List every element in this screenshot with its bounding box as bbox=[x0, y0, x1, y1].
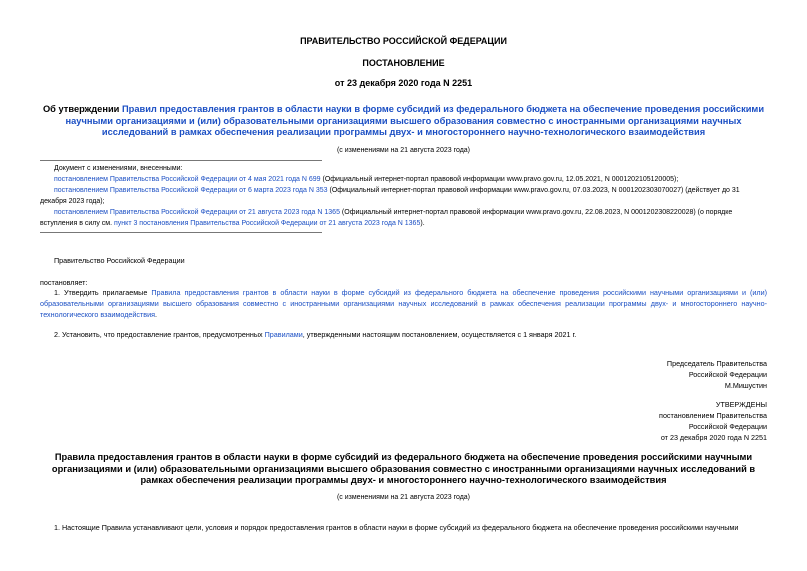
rules-title: Правила предоставления грантов в области науки в форме субсидий из федерального бюджета на обеспечение проведения российскими научными организациями и (или) образовательными организациями высшего образования совместно с иностранными организациями научных исследований в рамках обеспечения реализации программы двух- и многостороннего научно-технологического взаимодействия bbox=[51, 452, 756, 485]
divider-top bbox=[40, 160, 322, 161]
change-link-1365[interactable]: постановлением Правительства Российской Федерации от 21 августа 2023 года N 1365 bbox=[54, 209, 340, 216]
paragraph-2: 2. Установить, что предоставление грантов, предусмотренных Правилами, утвержденными настоящим постановлением, осуществляется с 1 января 2021 г. bbox=[54, 330, 577, 339]
change-link-353[interactable]: постановлением Правительства Российской Федерации от 6 марта 2023 года N 353 bbox=[54, 187, 328, 194]
rules-amendment-note: (с изменениями на 21 августа 2023 года) bbox=[336, 494, 471, 501]
title-prefix: Об утверждении bbox=[42, 104, 122, 114]
changes-block bbox=[40, 163, 767, 229]
rules-paragraph-1: 1. Настоящие Правила устанавливают цели, условия и порядок предоставления грантов в области науки в форме субсидий из федерального бюджета на обеспечение проведения российскими научными bbox=[54, 523, 739, 532]
government-heading: ПРАВИТЕЛЬСТВО РОССИЙСКОЙ ФЕДЕРАЦИИ bbox=[300, 36, 507, 46]
change-item: постановлением Правительства Российской Федерации от 4 мая 2021 года N 699 (Официальный интернет-портал правовой информации www.pravo.gov.ru, 12.05.2021, N 0001202105120005); bbox=[54, 176, 679, 183]
document-type: ПОСТАНОВЛЕНИЕ bbox=[362, 58, 445, 68]
government-line: Правительство Российской Федерации bbox=[54, 256, 185, 265]
changes-intro: Документ с изменениями, внесенными: bbox=[54, 165, 183, 172]
change-link-1365-item3[interactable]: пункт 3 постановления Правительства Российской Федерации от 21 августа 2023 года N 1365 bbox=[114, 220, 421, 227]
change-item: постановлением Правительства Российской Федерации от 6 марта 2023 года N 353 (Официальный интернет-портал правовой информации www.pravo.gov.ru, 07.03.2023, N 0001202303070027) (действует до 31 декабря 2023 года); bbox=[40, 187, 740, 205]
paragraph-1: 1. Утвердить прилагаемые Правила предоставления грантов в области науки в форме субсидий из федерального бюджета на обеспечение проведения российскими научными организациями и (или) образовательными организациями высшего образования совместно с иностранными организациями научных исследований в рамках обеспечения реализации программы двух- и многостороннего научно-технологического взаимодействия. bbox=[40, 288, 767, 319]
approval-block: УТВЕРЖДЕНЫ постановлением Правительства Российской Федерации от 23 декабря 2020 года N 2251 bbox=[659, 400, 767, 442]
document-date-number: от 23 декабря 2020 года N 2251 bbox=[334, 78, 473, 88]
divider-bottom bbox=[40, 232, 322, 233]
title-rules-link[interactable]: Правил предоставления грантов в области науки в форме субсидий из федерального бюджета на обеспечение проведения российскими научными организациями и (или) образовательными организациями высшего образования совместно с иностранными организациями научных исследований в рамках обеспечения реализации программы двух- и многостороннего научно-технологического взаимодействия bbox=[65, 104, 765, 137]
change-link-699[interactable]: постановлением Правительства Российской Федерации от 4 мая 2021 года N 699 bbox=[54, 176, 321, 183]
change-item: постановлением Правительства Российской Федерации от 21 августа 2023 года N 1365 (Официальный интернет-портал правовой информации www.pravo.gov.ru, 22.08.2023, N 0001202308220028) (о порядке вступления в силу см. пункт 3 постановления Правительства Российской Федерации от 21 августа 2023 года N 1365). bbox=[40, 209, 733, 227]
document-title bbox=[40, 104, 767, 139]
signature-block: Председатель Правительства Российской Федерации М.Мишустин bbox=[666, 359, 767, 390]
decrees-line: постановляет: bbox=[40, 278, 88, 287]
amendment-note: (с изменениями на 21 августа 2023 года) bbox=[336, 147, 471, 154]
rules-link[interactable]: Правила предоставления грантов в области науки в форме субсидий из федерального бюджета на обеспечение проведения российскими научными организациями и (или) образовательными организациями высшего образования совместно с иностранными организациями научных исследований в рамках обеспечения реализации программы двух- и многостороннего научно-технологического взаимодействия bbox=[40, 288, 767, 319]
rules-short-link[interactable]: Правилами bbox=[264, 330, 303, 339]
